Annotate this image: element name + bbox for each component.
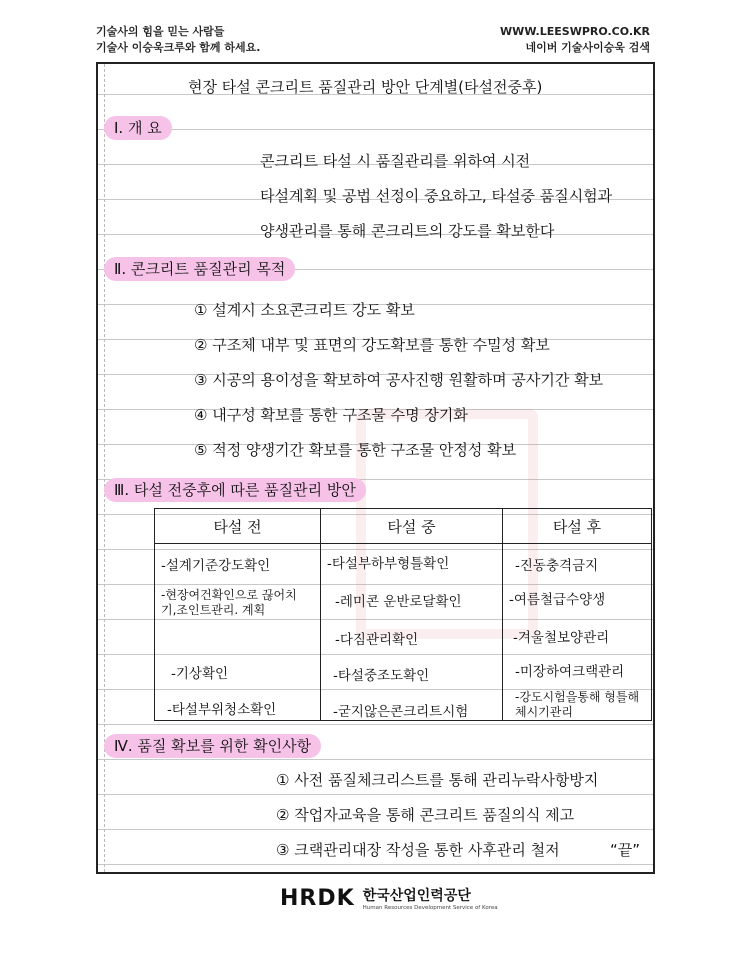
overview-line-1: 콘크리트 타설 시 품질관리를 위하여 시전 (260, 152, 531, 170)
after-item: -여름철급수양생 (509, 592, 606, 608)
column-header-after: 타설 후 (503, 509, 652, 544)
check-item-2: ② 작업자교육을 통해 콘크리트 품질의식 제고 (276, 806, 575, 824)
purpose-item-3: ③ 시공의 용이성을 확보하여 공사진행 원활하며 공사기간 확보 (194, 371, 604, 389)
during-cell (321, 544, 503, 721)
before-item: -현장여건확인으로 끊어치기,조인트관리. 계획 (161, 588, 297, 617)
overview-line-3: 양생관리를 통해 콘크리트의 강도를 확보한다 (260, 222, 555, 240)
header-search-hint: 네이버 기술사이승욱 검색 (525, 41, 650, 54)
during-item: -타설부하부형틀확인 (327, 556, 450, 572)
before-cell (155, 544, 321, 721)
after-item: -강도시험을통해 형틀해체시기관리 (515, 690, 640, 719)
header-left (96, 24, 260, 56)
footer-brand (280, 885, 498, 911)
purpose-item-2: ② 구조체 내부 및 표면의 강도확보를 통한 수밀성 확보 (194, 336, 550, 354)
after-item: -진동충격금지 (515, 558, 599, 574)
during-item: -굳지않은콘크리트시험 (333, 704, 469, 720)
after-cell (503, 544, 652, 721)
section-2-heading: Ⅱ. 콘크리트 품질관리 목적 (104, 257, 295, 281)
during-item: -타설중조도확인 (333, 668, 430, 684)
purpose-item-5: ⑤ 적정 양생기간 확보를 통한 구조물 안정성 확보 (194, 441, 517, 459)
section-4-heading: Ⅳ. 품질 확보를 위한 확인사항 (104, 734, 321, 758)
section-1-heading: Ⅰ. 개 요 (104, 116, 172, 140)
header-website[interactable]: WWW.LEESWPRO.CO.KR (500, 25, 650, 38)
header-right (500, 24, 650, 56)
check-item-3: ③ 크랙관리대장 작성을 통한 사후관리 철저 (276, 841, 560, 859)
org-name-english: Human Resources Development Service of Korea (362, 905, 498, 911)
before-item: -타설부위청소확인 (167, 702, 277, 718)
header-tagline: 기술사의 힘을 믿는 사람들 (96, 25, 225, 38)
check-item-1: ① 사전 품질체크리스트를 통해 관리누락사항방지 (276, 771, 599, 789)
column-header-during: 타설 중 (321, 509, 503, 544)
hrdk-logo: HRDK (280, 885, 355, 911)
before-item: -설계기준강도확인 (161, 558, 271, 574)
page-title: 현장 타설 콘크리트 품질관리 방안 단계별(타설전중후) (188, 78, 543, 96)
before-item: -기상확인 (171, 666, 229, 682)
after-item: -미장하여크랙관리 (515, 664, 625, 680)
end-mark: “끝” (610, 841, 641, 859)
header-subtagline: 기술사 이승욱크루와 함께 하세요. (96, 41, 261, 54)
purpose-item-1: ① 설계시 소요콘크리트 강도 확보 (194, 301, 415, 319)
after-item: -겨울철보양관리 (513, 630, 610, 646)
quality-control-table (154, 508, 652, 721)
answer-sheet (96, 62, 655, 874)
during-item: -다짐관리확인 (335, 632, 419, 648)
column-header-before: 타설 전 (155, 509, 321, 544)
org-name-korean: 한국산업인력공단 (362, 888, 471, 904)
purpose-item-4: ④ 내구성 확보를 통한 구조물 수명 장기화 (194, 406, 468, 424)
section-3-heading: Ⅲ. 타설 전중후에 따른 품질관리 방안 (104, 478, 366, 502)
during-item: -레미콘 운반로달확인 (335, 594, 462, 610)
overview-line-2: 타설계획 및 공법 선정이 중요하고, 타설중 품질시험과 (260, 187, 613, 205)
